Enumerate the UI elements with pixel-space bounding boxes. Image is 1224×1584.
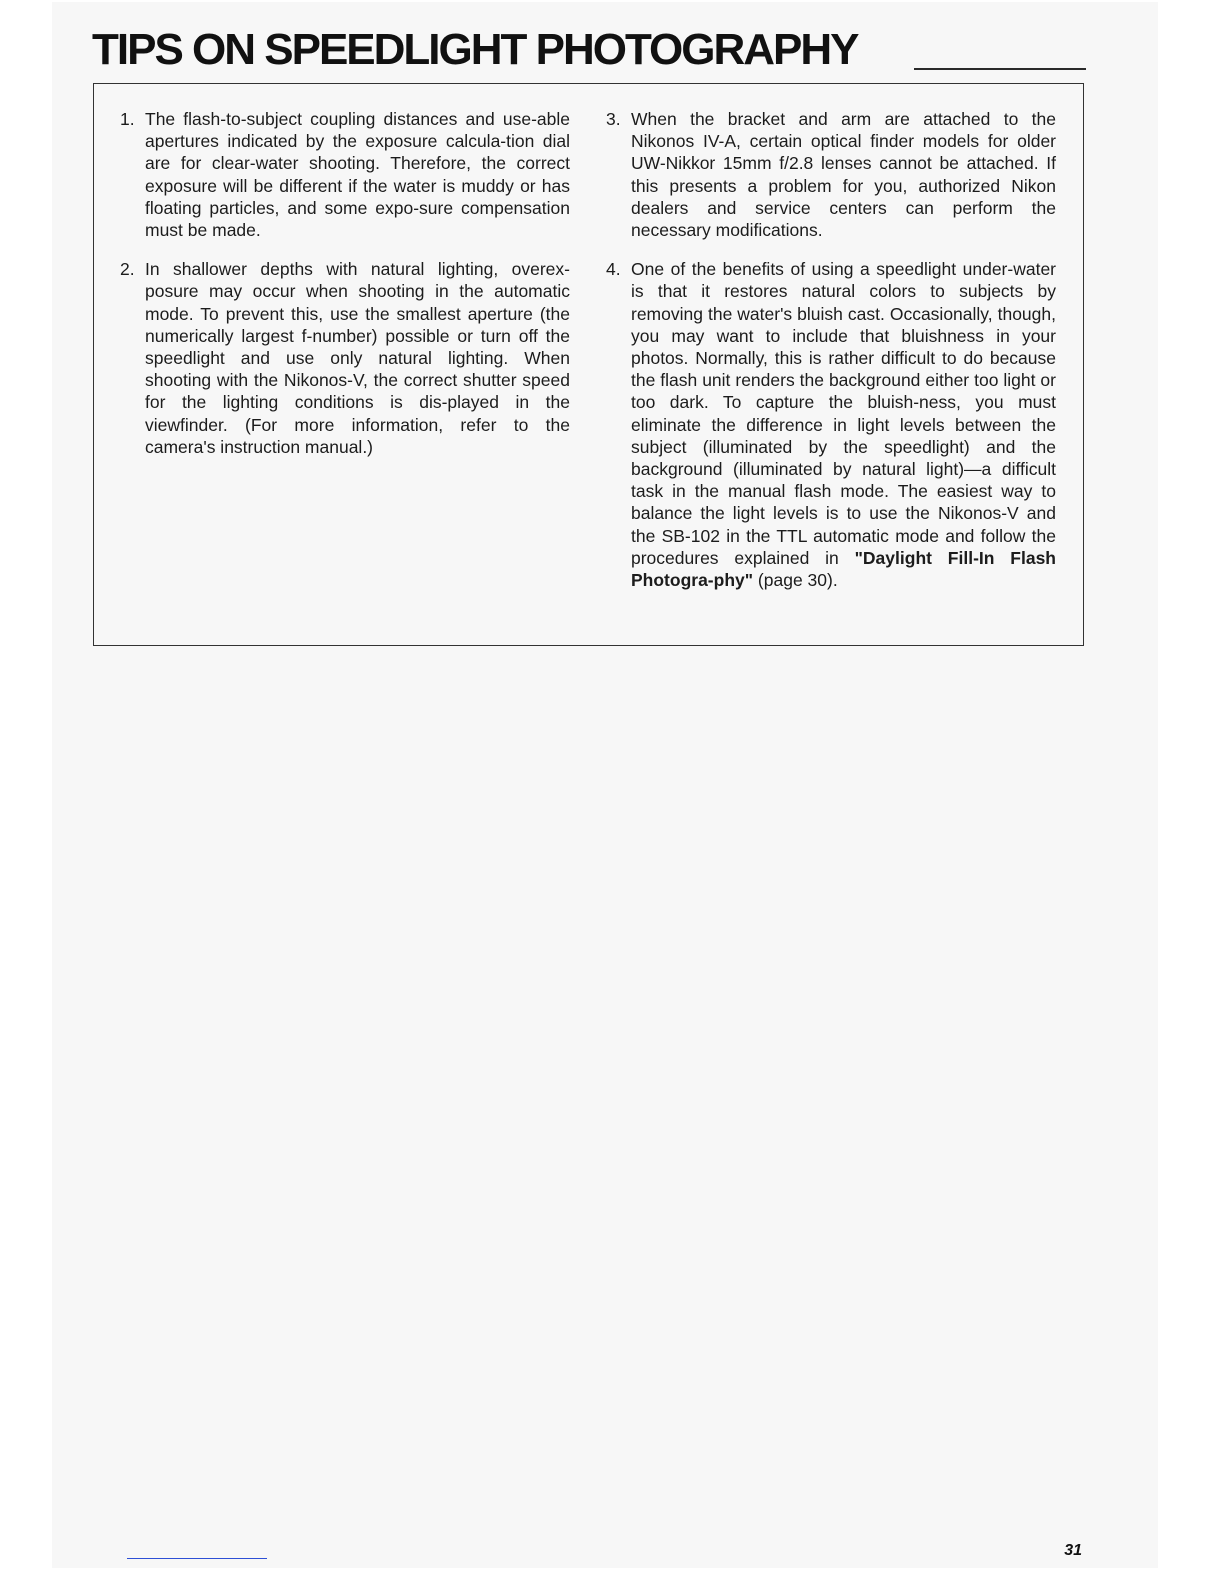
tip-number: 4.: [606, 259, 621, 280]
tip-number: 3.: [606, 109, 621, 129]
tip-number: 1.: [120, 109, 135, 129]
page-number: 31: [1064, 1542, 1082, 1559]
tip-text: The flash-to-subject coupling distances and use-able apertures indicated by the exposure calcula-tion dial are for clear-water shooting. Therefore, the correct exposure will be different if the water is muddy or has floating particles, and some expo-sure compensation must be made.: [145, 109, 570, 241]
cross-reference: "Daylight Fill-In Flash Photogra-phy": [631, 547, 1056, 591]
tips-column-right: [606, 108, 1056, 608]
footer-rule: [127, 1558, 267, 1559]
tip-text: When the bracket and arm are attached to the Nikonos IV-A, certain optical finder models for older UW-Nikkor 15mm f/2.8 lenses cannot be attached. If this presents a problem for you, authorized Nikon dealers and service centers can perform the necessary modifications.: [631, 109, 1056, 241]
tip-text: In shallower depths with natural lighting, overex-posure may occur when shooting in the automatic mode. To prevent this, use the smallest aperture (the numerically largest f-number) possible or turn off the speedlight and use only natural lighting. When shooting with the Nikonos-V, the correct shutter speed for the lighting conditions is dis-played in the viewfinder. (For more information, refer to the camera's instruction manual.): [145, 259, 570, 457]
tip-item: [606, 258, 1056, 591]
tip-item: [120, 108, 570, 241]
tip-item: [606, 108, 1056, 241]
tip-number: 2.: [120, 259, 135, 280]
page-reference: (page 30).: [757, 570, 838, 591]
title-underline: [914, 68, 1086, 70]
page-title: TIPS ON SPEEDLIGHT PHOTOGRAPHY: [92, 25, 858, 74]
tip-text: One of the benefits of using a speedlight under-water is that it restores natural colors to subjects by removing the water's bluish cast. Occasionally, though, you may want to include that bluishness in your photos. Normally, this is rather difficult to do because the flash unit renders the background either too light or too dark. To capture the bluish-ness, you must eliminate the difference in light levels between the subject (illuminated by the speedlight) and the background (illuminated by natural light)—a difficult task in the manual flash mode. The easiest way to balance the light levels is to use the Nikonos-V and the SB-102 in the TTL automatic mode and follow the procedures explained in: [631, 259, 1056, 568]
tip-item: [120, 258, 570, 458]
tips-column-left: [120, 108, 570, 475]
